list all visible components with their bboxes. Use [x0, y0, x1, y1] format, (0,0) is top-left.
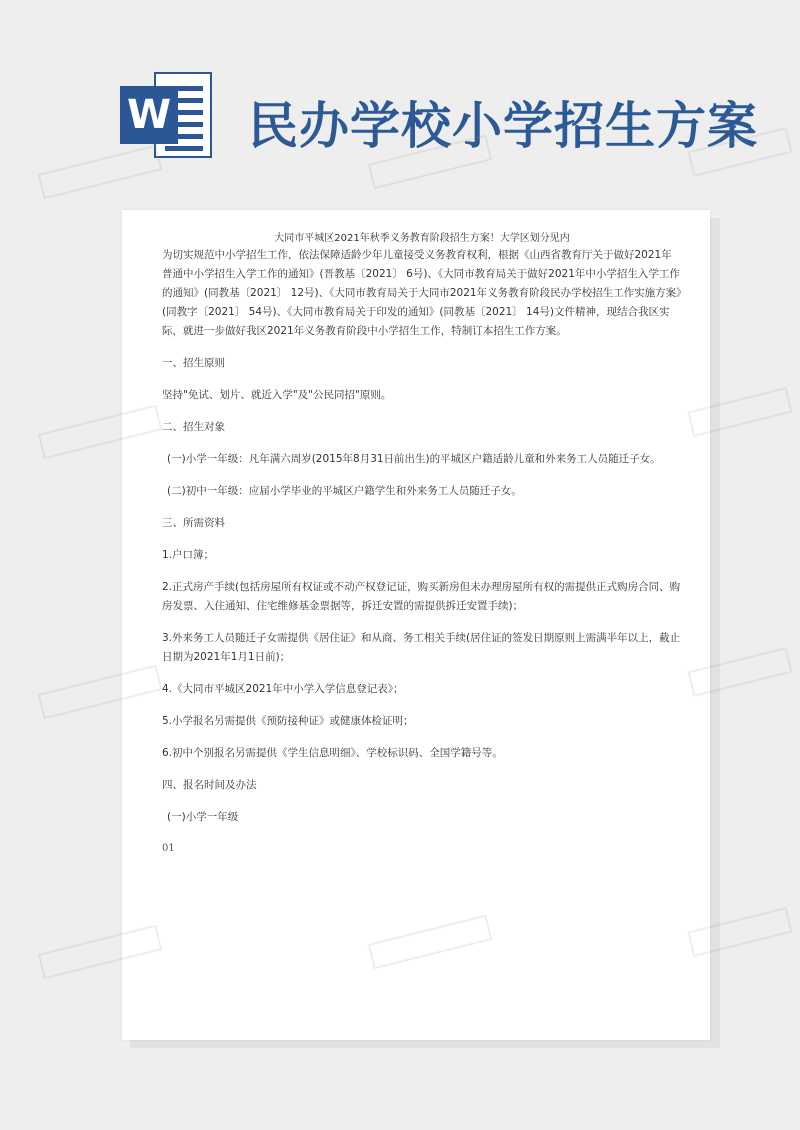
document-page — [122, 210, 710, 1040]
list-item: 3.外来务工人员随迁子女需提供《居住证》和从商、务工相关手续(居住证的签发日期原则上需满半年以上，截止日期为2021年1月1日前)； — [162, 632, 681, 663]
list-item: 6.初中个别报名另需提供《学生信息明细》、学校标识码、全国学籍号等。 — [162, 747, 503, 759]
section-title: 四、报名时间及办法 — [162, 779, 257, 791]
list-item: 5.小学报名另需提供《预防接种证》或健康体检证明； — [162, 715, 414, 727]
page-number: 01 — [162, 843, 175, 854]
page-title: 民办学校小学招生方案 — [248, 97, 758, 155]
intro-paragraph: 为切实规范中小学招生工作，依法保障适龄少年儿童接受义务教育权利，根据《山西省教育厅关于做好2021年普通中小学招生入学工作的通知》(晋教基〔2021〕 6号)、《大同市教育局关于做好2021年中小学招生入学工作的通知》(同教基〔2021〕 12号)、《大同市教育局关于大同市2021年义务教育阶段民办学校招生工作实施方案》(同教字〔2021〕 54号)、《大同市教育局关于印发的通知》(同教基〔2021〕 14号)文件精神，现结合我区实际，就进一步做好我区2021年义务教育阶段中小学招生工作，特制订本招生工作方案。 — [162, 249, 682, 337]
section-title: 一、招生原则 — [162, 357, 225, 369]
section-title: 二、招生对象 — [162, 421, 225, 433]
list-item: 2.正式房产手续(包括房屋所有权证或不动产权登记证，购买新房但未办理房屋所有权的需提供正式购房合同、购房发票、入住通知、住宅维修基金票据等，拆迁安置的需提供拆迁安置手续)； — [162, 581, 681, 612]
list-item: (二)初中一年级：应届小学毕业的平城区户籍学生和外来务工人员随迁子女。 — [167, 485, 522, 497]
section-title: 三、所需资料 — [162, 517, 225, 529]
document-content — [162, 232, 682, 858]
word-document-icon — [120, 72, 212, 158]
section-text: 坚持"免试、划片、就近入学"及"公民同招"原则。 — [162, 389, 392, 401]
list-item: 4.《大同市平城区2021年中小学入学信息登记表》； — [162, 683, 404, 695]
list-item: (一)小学一年级：凡年满六周岁(2015年8月31日前出生)的平城区户籍适龄儿童和外来务工人员随迁子女。 — [167, 453, 661, 465]
word-letter-badge: W — [120, 86, 178, 144]
header — [0, 0, 800, 200]
list-item: (一)小学一年级 — [167, 811, 239, 823]
document-heading: 大同市平城区2021年秋季义务教育阶段招生方案！大学区划分见内 — [274, 233, 570, 244]
list-item: 1.户口簿； — [162, 549, 215, 561]
